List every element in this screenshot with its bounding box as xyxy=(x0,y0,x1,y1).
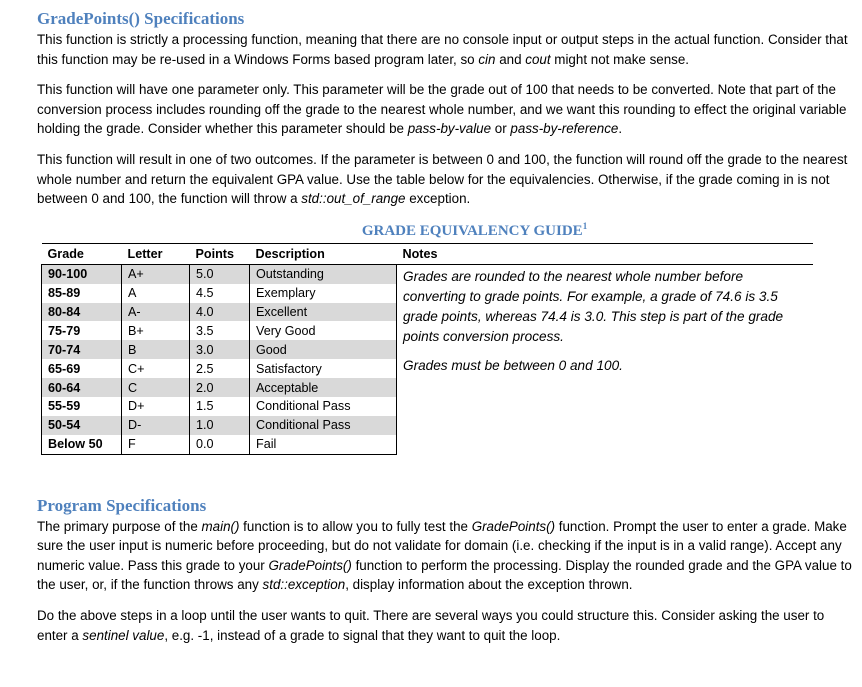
header-points: Points xyxy=(190,243,250,264)
cell-description: Satisfactory xyxy=(250,359,397,378)
cell-letter: B+ xyxy=(122,321,190,340)
table-title-text: GRADE EQUIVALENCY GUIDE xyxy=(361,222,583,239)
cell-description: Good xyxy=(250,340,397,359)
italic-term: pass-by-value xyxy=(407,121,492,137)
cell-grade: 90-100 xyxy=(42,264,122,283)
cell-letter: C+ xyxy=(122,359,190,378)
cell-letter: D- xyxy=(122,416,190,435)
cell-description: Excellent xyxy=(250,303,397,322)
cell-grade: 75-79 xyxy=(42,321,122,340)
italic-term: main() xyxy=(201,518,240,534)
program-paragraph-1: The primary purpose of the main() function is to allow you to fully test the GradePoints() function. Prompt the user to enter a grade. Make sure the user input is numeric before proceeding, but do not validate for domain (i.e. checking if the input is in a valid range). Accept any numeric value. Pass this grade to your GradePoints() function to perform the processing. Display the rounded grade and the GPA value to the user, or, if the function throws any std::exception, display information about the exception thrown. xyxy=(37,518,852,593)
gradepoints-paragraph-1: This function is strictly a processing function, meaning that there are no console input or output steps in the actual function. Consider that this function may be re-used in a Windows Forms based program later, so cin and cout might not make sense. xyxy=(37,32,848,67)
table-row xyxy=(42,264,814,283)
cell-points: 1.5 xyxy=(190,397,250,416)
cell-letter: A xyxy=(122,284,190,303)
document-page xyxy=(37,8,852,645)
cell-letter: A- xyxy=(122,303,190,322)
cell-points: 0.0 xyxy=(190,435,250,454)
cell-grade: Below 50 xyxy=(42,435,122,454)
italic-term: pass-by-reference xyxy=(510,121,619,137)
footnote-mark: 1 xyxy=(582,220,588,231)
note-paragraph: Grades must be between 0 and 100. xyxy=(403,357,623,373)
cell-points: 4.5 xyxy=(190,284,250,303)
italic-term: GradePoints() xyxy=(268,557,352,573)
gradepoints-paragraph-2: This function will have one parameter only. This parameter will be the grade out of 100 that needs to be converted. Note that part of the conversion process includes rounding off the grade to the nearest whole number, and we want this rounding to effect the original variable holding the grade. Consider whether this parameter should be pass-by-value or pass-by-reference. xyxy=(37,82,847,137)
cell-points: 3.0 xyxy=(190,340,250,359)
cell-grade: 50-54 xyxy=(42,416,122,435)
cell-grade: 85-89 xyxy=(42,284,122,303)
cell-points: 4.0 xyxy=(190,303,250,322)
header-letter: Letter xyxy=(122,243,190,264)
cell-grade: 65-69 xyxy=(42,359,122,378)
italic-term: cout xyxy=(525,51,551,67)
cell-letter: F xyxy=(122,435,190,454)
cell-description: Acceptable xyxy=(250,378,397,397)
gradepoints-paragraph-3: This function will result in one of two outcomes. If the parameter is between 0 and 100, the function will round off the grade to the nearest whole number and return the equivalent GPA value. Use the table below for the equivalencies. Otherwise, if the grade coming in is not between 0 and 100, the function will throw a std::out_of_range exception. xyxy=(37,151,848,207)
cell-description: Conditional Pass xyxy=(250,397,397,416)
cell-points: 2.0 xyxy=(190,378,250,397)
cell-description: Outstanding xyxy=(250,264,397,283)
cell-letter: C xyxy=(122,378,190,397)
italic-term: cin xyxy=(478,51,496,67)
header-description: Description xyxy=(250,243,397,264)
cell-description: Very Good xyxy=(250,321,397,340)
cell-description: Conditional Pass xyxy=(250,416,397,435)
header-grade: Grade xyxy=(42,243,122,264)
italic-term: std::out_of_range xyxy=(301,191,406,207)
table-title xyxy=(67,216,862,241)
cell-letter: B xyxy=(122,340,190,359)
cell-description: Exemplary xyxy=(250,284,397,303)
cell-points: 3.5 xyxy=(190,321,250,340)
cell-description: Fail xyxy=(250,435,397,454)
notes-cell xyxy=(397,264,814,454)
cell-grade: 60-64 xyxy=(42,378,122,397)
cell-letter: A+ xyxy=(122,264,190,283)
cell-grade: 55-59 xyxy=(42,397,122,416)
cell-points: 5.0 xyxy=(190,264,250,283)
cell-points: 2.5 xyxy=(190,359,250,378)
italic-term: GradePoints() xyxy=(471,518,556,534)
header-notes: Notes xyxy=(397,243,814,264)
program-paragraph-2: Do the above steps in a loop until the user wants to quit. There are several ways you could structure this. Consider asking the user to enter a sentinel value, e.g. -1, instead of a grade to signal that they want to quit the loop. xyxy=(37,608,825,643)
note-paragraph: Grades are rounded to the nearest whole number before converting to grade points. For example, a grade of 74.6 is 3.5 grade points, whereas 74.4 is 3.0. This step is part of the grade points conversion process. xyxy=(403,268,784,344)
italic-term: sentinel value xyxy=(82,627,165,643)
gradepoints-heading: GradePoints() Specifications xyxy=(37,9,245,28)
cell-points: 1.0 xyxy=(190,416,250,435)
cell-letter: D+ xyxy=(122,397,190,416)
grade-equivalency-table xyxy=(41,243,813,455)
cell-grade: 70-74 xyxy=(42,340,122,359)
table-header-row xyxy=(42,243,814,264)
cell-grade: 80-84 xyxy=(42,303,122,322)
italic-term: std::exception xyxy=(262,577,346,593)
program-heading: Program Specifications xyxy=(37,495,207,515)
